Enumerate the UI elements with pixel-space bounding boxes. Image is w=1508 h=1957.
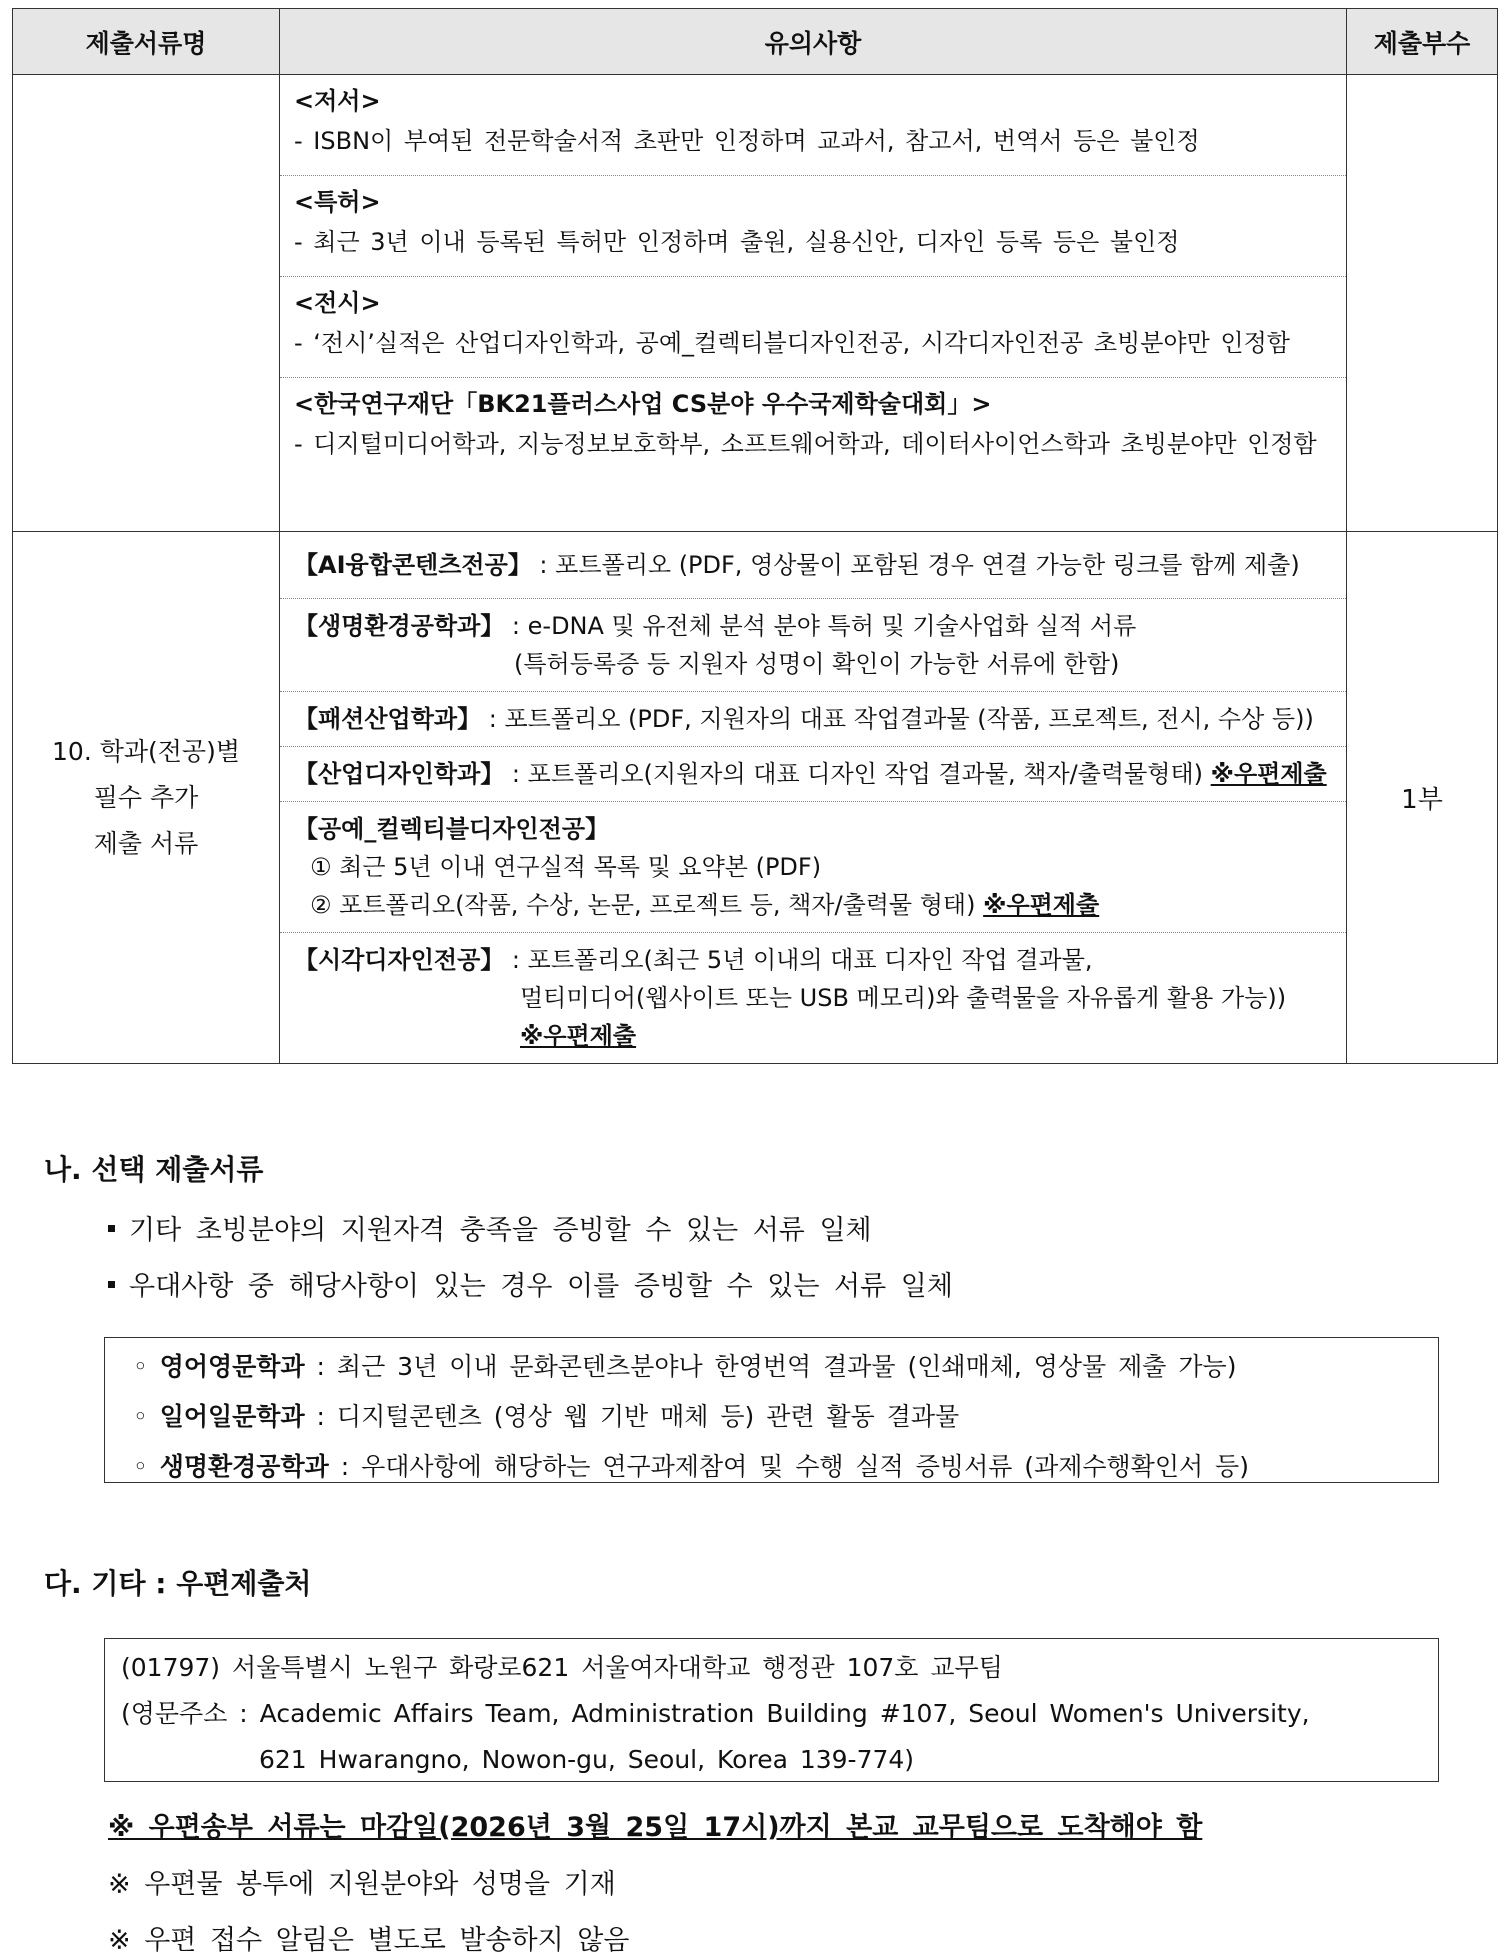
numbered-item: ① 최근 5년 이내 연구실적 목록 및 요약본 (PDF) [310,853,822,881]
category-line: 제출 서류 [93,828,199,858]
dept-text-cont: 멀티미디어(웹사이트 또는 USB 메모리)와 출력물을 자유롭게 활용 가능)) [520,984,1287,1012]
postal-submission-label: ※우편제출 [983,891,1100,919]
dept-name: 【AI융합콘텐츠전공】 [294,551,532,579]
address-line: 621 Hwarangno, Nowon-gu, Seoul, Korea 139-774) [259,1745,915,1774]
dept-name: 【공예_컬렉티블디자인전공】 [294,815,610,843]
dept-name: 영어영문학과 [159,1352,305,1381]
dept-text: : 우대사항에 해당하는 연구과제참여 및 수행 실적 증빙서류 (과제수행확인서 등) [328,1452,1249,1481]
requirements-table [12,8,1498,1064]
header-notes: 유의사항 [280,9,1347,75]
dept-text: : 포트폴리오(최근 5년 이내의 대표 디자인 작업 결과물, [504,946,1093,974]
note-title: <특허> [294,188,381,216]
postal-address-box [104,1638,1439,1782]
note-body: - 디지털미디어학과, 지능정보보호학부, 소프트웨어학과, 데이터사이언스학과 초빙분야만 인정함 [294,430,1317,458]
square-bullet-icon [108,1281,115,1288]
deadline-note: ※ 우편송부 서류는 마감일(2026년 3월 25일 17시)까지 본교 교무팀으로 도착해야 함 [108,1812,1203,1843]
dept-visual-design [280,933,1346,1063]
numbered-item [294,886,1332,924]
dept-industrial-design [280,747,1346,802]
note-title: <저서> [294,87,381,115]
table-header-row [13,9,1498,75]
dept-text: : 포트폴리오 (PDF, 지원자의 대표 작업결과물 (작품, 프로젝트, 전시, 수상 등)) [481,705,1314,733]
dept-name: 생명환경공학과 [159,1452,329,1481]
envelope-note: ※ 우편물 봉투에 지원분야와 성명을 기재 [108,1869,616,1900]
dept-name: 일어일문학과 [159,1402,305,1431]
list-item-text: 기타 초빙분야의 지원자격 충족을 증빙할 수 있는 서류 일체 [129,1215,872,1246]
list-item [108,1208,872,1247]
dept-fashion [280,692,1346,747]
preferred-documents-box [104,1337,1439,1483]
numbered-item-text: ② 포트폴리오(작품, 수상, 논문, 프로젝트 등, 책자/출력물 형태) [310,891,984,919]
section-heading-optional-documents: 나. 선택 제출서류 [44,1153,264,1186]
dept-text-cont: (특허등록증 등 지원자 성명이 확인이 가능한 서류에 한함) [514,650,1120,678]
note-bk21 [280,378,1346,472]
note-title: <전시> [294,289,381,317]
note-patents [280,176,1346,277]
header-copies: 제출부수 [1347,9,1498,75]
postal-submission-label: ※우편제출 [1210,760,1327,788]
postal-submission-label: ※우편제출 [520,1022,637,1050]
dept-craft [280,802,1346,933]
list-item-text: 우대사항 중 해당사항이 있는 경우 이를 증빙할 수 있는 서류 일체 [129,1271,953,1302]
dept-name: 【패션산업학과】 [294,705,482,733]
section-heading-postal-address: 다. 기타 : 우편제출처 [44,1567,312,1600]
list-item [108,1264,953,1303]
dept-name: 【시각디자인전공】 [294,946,505,974]
table-row [13,532,1498,1064]
address-line: (01797) 서울특별시 노원구 화랑로621 서울여자대학교 행정관 107호 교무팀 [121,1653,1003,1682]
category-cell [13,532,280,1064]
receipt-note: ※ 우편 접수 알림은 별도로 발송하지 않음 [108,1925,630,1956]
dept-name: 【생명환경공학과】 [294,612,505,640]
note-books [280,75,1346,176]
dept-bio-env [280,599,1346,692]
note-exhibition [280,277,1346,378]
category-line: 필수 추가 [93,782,199,812]
square-bullet-icon [108,1225,115,1232]
dept-text: : 최근 3년 이내 문화콘텐츠분야나 한영번역 결과물 (인쇄매체, 영상물 제출 가능) [304,1352,1237,1381]
dept-name: 【산업디자인학과】 [294,760,505,788]
notes-cell [280,75,1347,532]
note-body: - ‘전시’실적은 산업디자인학과, 공예_컬렉티블디자인전공, 시각디자인전공 초빙분야만 인정함 [294,329,1290,357]
note-title: <한국연구재단「BK21플러스사업 CS분야 우수국제학술대회」> [294,390,992,418]
table-row [13,75,1498,532]
note-body: - ISBN이 부여된 전문학술서적 초판만 인정하며 교과서, 참고서, 번역서 등은 불인정 [294,127,1200,155]
dept-text: : 포트폴리오 (PDF, 영상물이 포함된 경우 연결 가능한 링크를 함께 제출) [531,551,1300,579]
empty-copies-cell [1347,75,1498,532]
dept-text: : 포트폴리오(지원자의 대표 디자인 작업 결과물, 책자/출력물형태) [504,760,1211,788]
list-item: ◦ 일어일문학과 : 디지털콘텐츠 (영상 웹 기반 매체 등) 관련 활동 결과물 [133,1402,960,1431]
list-item: ◦ 생명환경공학과 : 우대사항에 해당하는 연구과제참여 및 수행 실적 증빙서류 (과제수행확인서 등) [133,1452,1249,1481]
note-body: - 최근 3년 이내 등록된 특허만 인정하며 출원, 실용신안, 디자인 등록 등은 불인정 [294,228,1180,256]
category-line: 10. 학과(전공)별 [52,736,240,766]
dept-text: : 디지털콘텐츠 (영상 웹 기반 매체 등) 관련 활동 결과물 [304,1402,960,1431]
header-document-name: 제출서류명 [13,9,280,75]
department-requirements-cell [280,532,1347,1064]
copies-cell: 1부 [1347,532,1498,1064]
empty-category-cell [13,75,280,532]
dept-ai-content [280,532,1346,599]
address-line: (영문주소 : Academic Affairs Team, Administration Building #107, Seoul Women's University, [121,1699,1310,1728]
list-item: ◦ 영어영문학과 : 최근 3년 이내 문화콘텐츠분야나 한영번역 결과물 (인쇄매체, 영상물 제출 가능) [133,1352,1237,1381]
dept-text: : e-DNA 및 유전체 분석 분야 특허 및 기술사업화 실적 서류 [504,612,1137,640]
